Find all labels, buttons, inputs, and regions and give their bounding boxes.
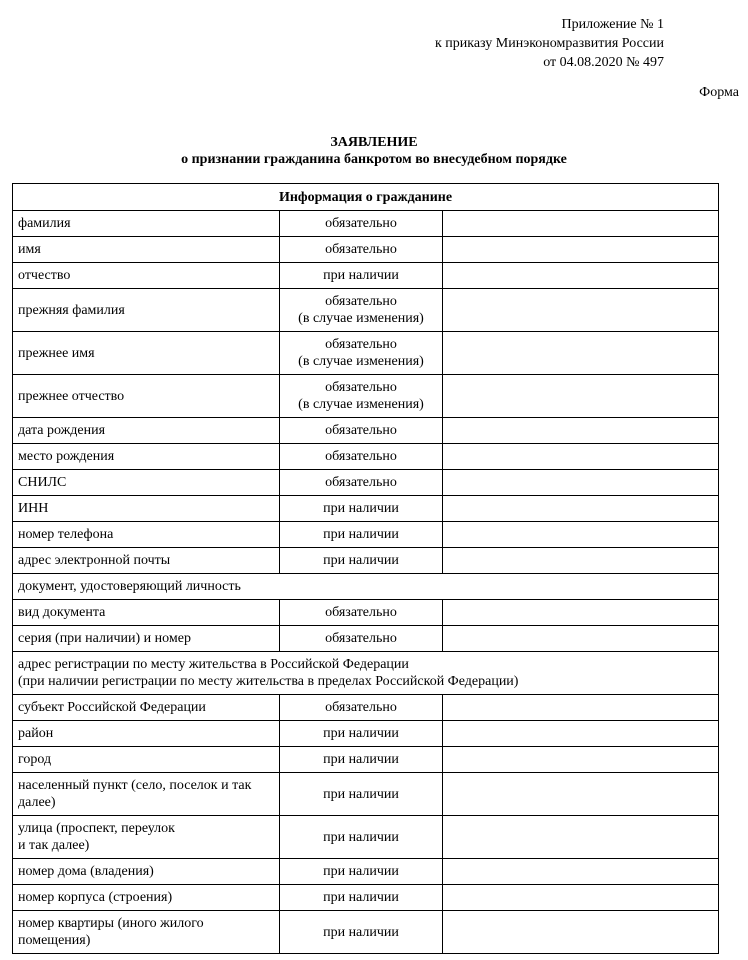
requirement-label xyxy=(280,289,443,332)
field-label: прежнее отчество xyxy=(13,375,280,418)
field-label-line: улица (проспект, переулок xyxy=(18,821,175,836)
table-row xyxy=(13,747,719,773)
table-row xyxy=(13,289,719,332)
title-subtitle: о признании гражданина банкротом во внесудебном порядке xyxy=(181,152,567,167)
value-cell[interactable] xyxy=(443,721,719,747)
table-row xyxy=(13,263,719,289)
value-cell[interactable] xyxy=(443,773,719,816)
table-row xyxy=(13,885,719,911)
requirement-label: при наличии xyxy=(280,859,443,885)
subsection-line: адрес регистрации по месту жительства в Российской Федерации xyxy=(18,657,409,672)
requirement-label: при наличии xyxy=(280,548,443,574)
subsection-label xyxy=(13,652,719,695)
table-row xyxy=(13,773,719,816)
value-cell[interactable] xyxy=(443,747,719,773)
requirement-label: при наличии xyxy=(280,496,443,522)
requirement-label xyxy=(280,375,443,418)
value-cell[interactable] xyxy=(443,600,719,626)
field-label: серия (при наличии) и номер xyxy=(13,626,280,652)
field-label: прежнее имя xyxy=(13,332,280,375)
field-label: фамилия xyxy=(13,211,280,237)
table-row xyxy=(13,695,719,721)
requirement-label xyxy=(280,332,443,375)
table-row xyxy=(13,444,719,470)
field-label: субъект Российской Федерации xyxy=(13,695,280,721)
field-label-line: номер квартиры (иного жилого xyxy=(18,916,204,931)
table-row xyxy=(13,574,719,600)
citizen-info-table xyxy=(12,183,719,954)
appendix-block xyxy=(435,15,664,72)
value-cell[interactable] xyxy=(443,289,719,332)
value-cell[interactable] xyxy=(443,375,719,418)
table-row xyxy=(13,548,719,574)
requirement-label: обязательно xyxy=(280,626,443,652)
table-row xyxy=(13,418,719,444)
value-cell[interactable] xyxy=(443,522,719,548)
value-cell[interactable] xyxy=(443,496,719,522)
value-cell[interactable] xyxy=(443,332,719,375)
field-label: отчество xyxy=(13,263,280,289)
table-row xyxy=(13,470,719,496)
requirement-line: (в случае изменения) xyxy=(298,397,424,412)
table-row xyxy=(13,652,719,695)
field-label: имя xyxy=(13,237,280,263)
field-label: прежняя фамилия xyxy=(13,289,280,332)
field-label xyxy=(13,773,280,816)
table-row xyxy=(13,600,719,626)
requirement-label: обязательно xyxy=(280,600,443,626)
requirement-label: при наличии xyxy=(280,522,443,548)
requirement-label: обязательно xyxy=(280,470,443,496)
subsection-label: документ, удостоверяющий личность xyxy=(13,574,719,600)
table-row xyxy=(13,522,719,548)
requirement-label: при наличии xyxy=(280,773,443,816)
value-cell[interactable] xyxy=(443,885,719,911)
field-label: ИНН xyxy=(13,496,280,522)
section-header: Информация о гражданине xyxy=(13,184,719,211)
field-label: город xyxy=(13,747,280,773)
requirement-label: при наличии xyxy=(280,721,443,747)
requirement-label: при наличии xyxy=(280,816,443,859)
field-label: СНИЛС xyxy=(13,470,280,496)
table-row xyxy=(13,721,719,747)
requirement-label: обязательно xyxy=(280,237,443,263)
table-row xyxy=(13,211,719,237)
requirement-label: обязательно xyxy=(280,695,443,721)
requirement-line: обязательно xyxy=(325,337,397,352)
table-row xyxy=(13,859,719,885)
requirement-line: обязательно xyxy=(325,294,397,309)
value-cell[interactable] xyxy=(443,237,719,263)
appendix-line-2: к приказу Минэкономразвития России xyxy=(434,36,664,51)
field-label xyxy=(13,911,280,954)
document-title xyxy=(0,134,748,168)
field-label: район xyxy=(13,721,280,747)
table-row xyxy=(13,911,719,954)
value-cell[interactable] xyxy=(443,859,719,885)
field-label: место рождения xyxy=(13,444,280,470)
requirement-line: обязательно xyxy=(325,380,397,395)
table-row xyxy=(13,496,719,522)
requirement-label: обязательно xyxy=(280,418,443,444)
field-label: адрес электронной почты xyxy=(13,548,280,574)
table-row xyxy=(13,375,719,418)
field-label-line: и так далее) xyxy=(18,838,90,853)
subsection-line: (при наличии регистрации по месту жительства в пределах Российской Федерации) xyxy=(18,674,519,689)
field-label: номер дома (владения) xyxy=(13,859,280,885)
field-label-line: населенный пункт (село, поселок и так xyxy=(18,778,252,793)
value-cell[interactable] xyxy=(443,418,719,444)
table-row xyxy=(13,626,719,652)
field-label-line: далее) xyxy=(18,795,56,810)
requirement-label: обязательно xyxy=(280,444,443,470)
appendix-line-1: Приложение № 1 xyxy=(561,17,664,32)
requirement-line: (в случае изменения) xyxy=(298,311,424,326)
field-label: номер телефона xyxy=(13,522,280,548)
field-label: вид документа xyxy=(13,600,280,626)
table-row xyxy=(13,237,719,263)
requirement-label: при наличии xyxy=(280,911,443,954)
field-label: номер корпуса (строения) xyxy=(13,885,280,911)
field-label-line: помещения) xyxy=(18,933,91,948)
field-label xyxy=(13,816,280,859)
table-row xyxy=(13,816,719,859)
requirement-label: при наличии xyxy=(280,885,443,911)
value-cell[interactable] xyxy=(443,695,719,721)
requirement-label: при наличии xyxy=(280,263,443,289)
value-cell[interactable] xyxy=(443,470,719,496)
value-cell[interactable] xyxy=(443,548,719,574)
form-label: Форма xyxy=(699,85,739,100)
requirement-label: при наличии xyxy=(280,747,443,773)
appendix-line-3: от 04.08.2020 № 497 xyxy=(543,55,664,70)
title-main: ЗАЯВЛЕНИЕ xyxy=(330,135,418,150)
value-cell[interactable] xyxy=(443,263,719,289)
value-cell[interactable] xyxy=(443,444,719,470)
requirement-label: обязательно xyxy=(280,211,443,237)
field-label: дата рождения xyxy=(13,418,280,444)
value-cell[interactable] xyxy=(443,211,719,237)
value-cell[interactable] xyxy=(443,911,719,954)
table-row xyxy=(13,332,719,375)
value-cell[interactable] xyxy=(443,816,719,859)
requirement-line: (в случае изменения) xyxy=(298,354,424,369)
value-cell[interactable] xyxy=(443,626,719,652)
